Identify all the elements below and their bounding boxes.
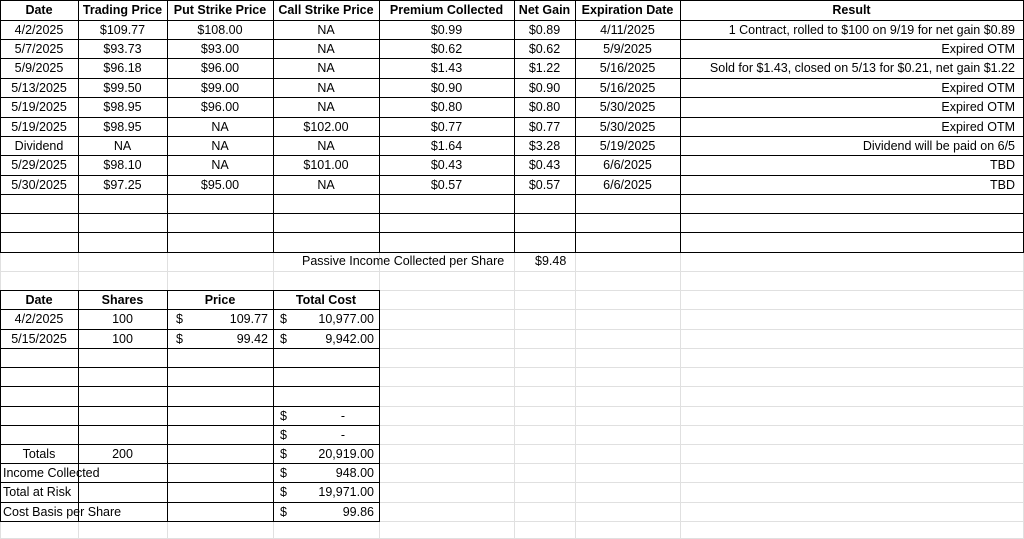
currency-symbol[interactable]: $ — [280, 428, 287, 442]
totals-shares[interactable]: 200 — [112, 447, 133, 461]
table-cell[interactable]: $0.43 — [528, 158, 561, 172]
currency-symbol[interactable]: $ — [176, 312, 183, 326]
cost-basis-label[interactable]: Cost Basis per Share — [3, 505, 122, 519]
column-header[interactable]: Date — [25, 3, 53, 17]
table-cell[interactable]: 5/9/2025 — [603, 42, 652, 56]
income-collected-label[interactable]: Income Collected — [3, 466, 100, 480]
table-cell[interactable]: 5/29/2025 — [11, 158, 67, 172]
table-cell[interactable]: 5/19/2025 — [11, 120, 67, 134]
table-cell[interactable]: 5/16/2025 — [599, 81, 656, 95]
table-cell[interactable]: $3.28 — [528, 139, 561, 153]
table-cell[interactable]: 5/15/2025 — [11, 332, 67, 346]
table-cell[interactable]: - — [340, 409, 346, 423]
table-cell[interactable]: NA — [317, 81, 335, 95]
table-border — [0, 290, 1, 522]
table-cell[interactable]: Expired OTM — [941, 100, 1015, 114]
currency-symbol[interactable]: $ — [280, 312, 287, 326]
table-cell[interactable]: 5/7/2025 — [14, 42, 64, 56]
table-cell[interactable]: NA — [317, 100, 335, 114]
table-cell[interactable]: $108.00 — [197, 23, 243, 37]
table-cell[interactable]: - — [340, 428, 346, 442]
table-cell[interactable]: $0.80 — [430, 100, 463, 114]
table-cell[interactable]: $98.10 — [103, 158, 142, 172]
passive-income-value[interactable]: $9.48 — [535, 254, 567, 268]
table-border — [0, 386, 380, 387]
table-cell[interactable]: NA — [317, 139, 335, 153]
table-border — [379, 0, 380, 253]
table-cell[interactable]: $98.95 — [103, 100, 142, 114]
table-cell[interactable]: Dividend — [14, 139, 64, 153]
table-cell[interactable]: $0.90 — [528, 81, 561, 95]
table-cell[interactable]: NA — [317, 23, 335, 37]
currency-symbol[interactable]: $ — [280, 447, 287, 461]
table-border — [0, 367, 380, 368]
table-border — [680, 0, 681, 253]
table-cell[interactable]: 5/30/2025 — [11, 178, 67, 192]
table-border — [0, 0, 1, 253]
table-cell[interactable]: 6/6/2025 — [603, 178, 652, 192]
table-cell[interactable]: 100 — [112, 332, 133, 346]
total-at-risk-label[interactable]: Total at Risk — [3, 485, 72, 499]
table-cell[interactable]: $0.80 — [528, 100, 561, 114]
total-at-risk-value[interactable]: 19,971.00 — [318, 485, 374, 499]
table-cell[interactable]: $0.77 — [528, 120, 561, 134]
column-header[interactable]: Date — [25, 293, 53, 307]
table-cell[interactable]: Expired OTM — [941, 120, 1015, 134]
column-header[interactable]: Put Strike Price — [173, 3, 267, 17]
table-cell[interactable]: 5/9/2025 — [14, 61, 64, 75]
table-cell[interactable]: $1.43 — [430, 61, 463, 75]
table-cell[interactable]: 10,977.00 — [318, 312, 374, 326]
column-header[interactable]: Trading Price — [82, 3, 163, 17]
table-cell[interactable]: 5/19/2025 — [11, 100, 67, 114]
table-border — [514, 0, 515, 253]
column-header[interactable]: Total Cost — [295, 293, 357, 307]
table-border — [0, 232, 1024, 233]
table-cell[interactable]: $0.99 — [430, 23, 463, 37]
currency-symbol[interactable]: $ — [280, 505, 287, 519]
column-header[interactable]: Premium Collected — [389, 3, 504, 17]
table-cell[interactable]: 109.77 — [229, 312, 268, 326]
table-cell[interactable]: NA — [317, 61, 335, 75]
table-cell[interactable]: $101.00 — [303, 158, 349, 172]
table-cell[interactable]: $102.00 — [303, 120, 349, 134]
table-cell[interactable]: $0.77 — [430, 120, 463, 134]
table-cell[interactable]: $96.00 — [200, 100, 240, 114]
table-cell[interactable]: $109.77 — [99, 23, 146, 37]
table-cell[interactable]: 5/16/2025 — [599, 61, 656, 75]
passive-income-label[interactable]: Passive Income Collected per Share — [302, 254, 505, 268]
table-border — [167, 0, 168, 253]
table-cell[interactable]: $0.57 — [528, 178, 561, 192]
cost-basis-value[interactable]: 99.86 — [342, 505, 374, 519]
currency-symbol[interactable]: $ — [280, 466, 287, 480]
table-border — [273, 290, 274, 522]
table-cell[interactable]: NA — [113, 139, 132, 153]
table-cell[interactable]: $98.95 — [103, 120, 142, 134]
table-cell[interactable]: $0.62 — [430, 42, 463, 56]
table-cell[interactable]: NA — [317, 178, 335, 192]
table-border — [0, 406, 380, 407]
table-cell[interactable]: $99.00 — [200, 81, 240, 95]
column-header[interactable]: Price — [204, 293, 236, 307]
table-cell[interactable]: $96.18 — [103, 61, 142, 75]
table-cell[interactable]: 5/19/2025 — [599, 139, 656, 153]
column-header[interactable]: Result — [832, 3, 871, 17]
table-cell[interactable]: 100 — [112, 312, 133, 326]
table-border — [273, 0, 274, 253]
currency-symbol[interactable]: $ — [280, 332, 287, 346]
table-cell[interactable]: $1.64 — [430, 139, 463, 153]
grid-line — [0, 271, 1024, 272]
table-cell[interactable]: NA — [211, 120, 229, 134]
table-cell[interactable]: $93.73 — [103, 42, 142, 56]
column-header[interactable]: Net Gain — [518, 3, 571, 17]
table-cell[interactable]: $0.62 — [528, 42, 561, 56]
table-cell[interactable]: 99.42 — [236, 332, 268, 346]
currency-symbol[interactable]: $ — [280, 485, 287, 499]
income-collected-value[interactable]: 948.00 — [335, 466, 374, 480]
column-header[interactable]: Call Strike Price — [278, 3, 374, 17]
table-cell[interactable]: $0.90 — [430, 81, 463, 95]
table-cell[interactable]: $97.25 — [103, 178, 142, 192]
table-cell[interactable]: TBD — [990, 178, 1015, 192]
table-cell[interactable]: NA — [211, 139, 229, 153]
table-cell[interactable]: $0.57 — [430, 178, 463, 192]
table-cell[interactable]: $96.00 — [200, 61, 240, 75]
currency-symbol[interactable]: $ — [280, 409, 287, 423]
column-header[interactable]: Expiration Date — [581, 3, 674, 17]
table-cell[interactable]: 5/30/2025 — [599, 120, 656, 134]
table-cell[interactable]: 4/2/2025 — [14, 23, 64, 37]
table-cell[interactable]: 1 Contract, rolled to $100 on 9/19 for net gain $0.89 — [728, 23, 1015, 37]
table-cell[interactable]: $0.89 — [528, 23, 561, 37]
totals-label[interactable]: Totals — [22, 447, 56, 461]
table-border — [78, 0, 79, 253]
table-cell[interactable]: NA — [317, 42, 335, 56]
table-cell[interactable]: 5/13/2025 — [11, 81, 67, 95]
table-cell[interactable]: $99.50 — [103, 81, 142, 95]
table-cell[interactable]: TBD — [990, 158, 1015, 172]
table-cell[interactable]: $1.22 — [528, 61, 561, 75]
table-border — [575, 0, 576, 253]
column-header[interactable]: Shares — [101, 293, 144, 307]
currency-symbol[interactable]: $ — [176, 332, 183, 346]
table-cell[interactable]: Expired OTM — [941, 42, 1015, 56]
table-cell[interactable]: 5/30/2025 — [599, 100, 656, 114]
table-cell[interactable]: 9,942.00 — [325, 332, 374, 346]
table-cell[interactable]: NA — [211, 158, 229, 172]
table-cell[interactable]: $95.00 — [200, 178, 240, 192]
table-cell[interactable]: 4/2/2025 — [14, 312, 64, 326]
table-cell[interactable]: Sold for $1.43, closed on 5/13 for $0.21, net gain $1.22 — [709, 61, 1015, 75]
table-cell[interactable]: Expired OTM — [941, 81, 1015, 95]
table-cell[interactable]: 6/6/2025 — [603, 158, 652, 172]
table-border — [167, 290, 168, 522]
table-cell[interactable]: $93.00 — [200, 42, 240, 56]
table-border — [379, 290, 380, 522]
table-border — [0, 213, 1024, 214]
table-cell[interactable]: Dividend will be paid on 6/5 — [862, 139, 1015, 153]
totals-cost[interactable]: 20,919.00 — [318, 447, 374, 461]
table-cell[interactable]: $0.43 — [430, 158, 463, 172]
table-border — [0, 425, 380, 426]
table-cell[interactable]: 4/11/2025 — [600, 23, 655, 37]
